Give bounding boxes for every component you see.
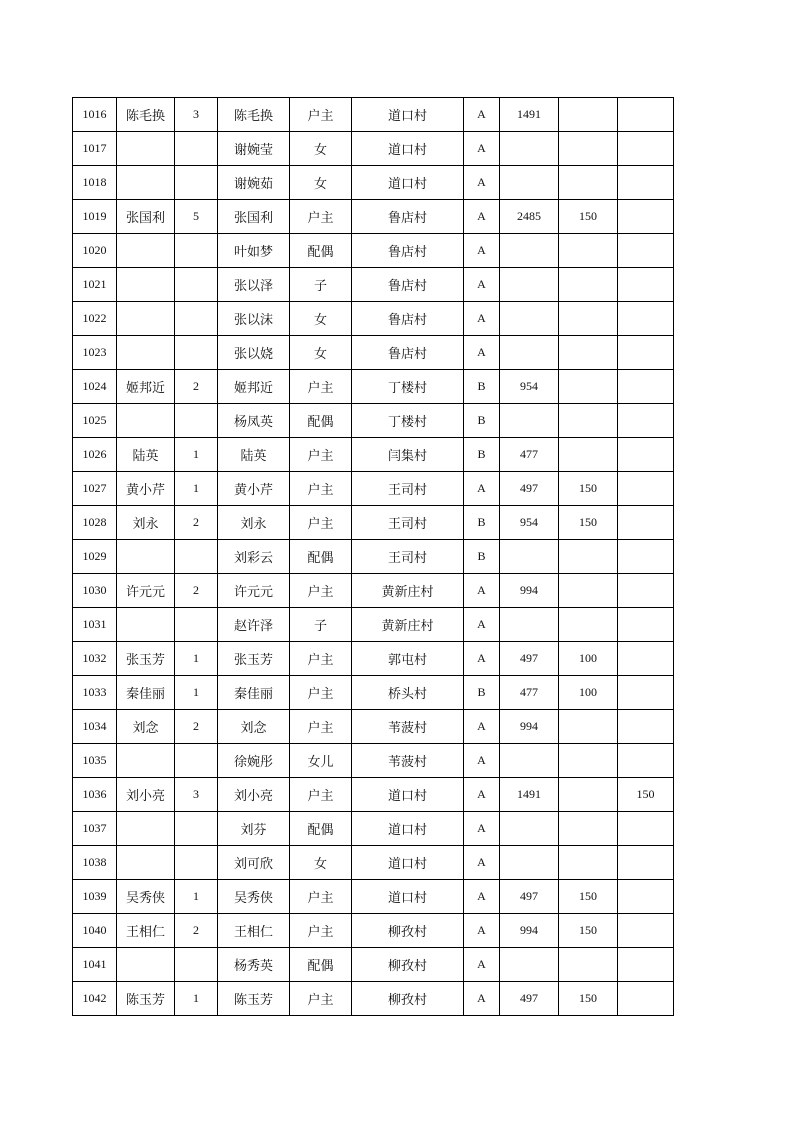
- amount-cell: [500, 268, 559, 302]
- amount-cell: [500, 812, 559, 846]
- subsidy-cell: [559, 132, 618, 166]
- amount-cell: 954: [500, 506, 559, 540]
- category-cell: A: [464, 744, 500, 778]
- household-size-cell: [175, 268, 218, 302]
- table-row: [73, 846, 674, 880]
- table-row: [73, 982, 674, 1016]
- category-cell: A: [464, 812, 500, 846]
- extra-subsidy-cell: [618, 540, 674, 574]
- subsidy-cell: [559, 744, 618, 778]
- extra-subsidy-cell: [618, 472, 674, 506]
- amount-cell: [500, 336, 559, 370]
- extra-subsidy-cell: [618, 234, 674, 268]
- amount-cell: [500, 948, 559, 982]
- village-cell: 道口村: [352, 812, 464, 846]
- member-name-cell: 杨凤英: [218, 404, 290, 438]
- category-cell: B: [464, 676, 500, 710]
- member-name-cell: 赵许泽: [218, 608, 290, 642]
- member-name-cell: 谢婉茹: [218, 166, 290, 200]
- table-row: [73, 540, 674, 574]
- category-cell: A: [464, 132, 500, 166]
- extra-subsidy-cell: [618, 676, 674, 710]
- subsidy-cell: [559, 574, 618, 608]
- serial-cell: 1026: [73, 438, 117, 472]
- table-row: [73, 234, 674, 268]
- category-cell: A: [464, 710, 500, 744]
- household-size-cell: [175, 812, 218, 846]
- subsidy-cell: [559, 166, 618, 200]
- household-head-cell: [117, 302, 175, 336]
- household-head-cell: 刘小亮: [117, 778, 175, 812]
- household-head-cell: [117, 846, 175, 880]
- member-name-cell: 张以泽: [218, 268, 290, 302]
- subsidy-cell: [559, 336, 618, 370]
- serial-cell: 1030: [73, 574, 117, 608]
- member-name-cell: 张以娆: [218, 336, 290, 370]
- subsidy-cell: [559, 948, 618, 982]
- household-size-cell: 3: [175, 778, 218, 812]
- member-name-cell: 刘彩云: [218, 540, 290, 574]
- table-row: [73, 948, 674, 982]
- amount-cell: [500, 846, 559, 880]
- member-name-cell: 许元元: [218, 574, 290, 608]
- table-row: [73, 370, 674, 404]
- category-cell: A: [464, 880, 500, 914]
- relation-cell: 女儿: [290, 744, 352, 778]
- village-cell: 苇菠村: [352, 710, 464, 744]
- relation-cell: 户主: [290, 200, 352, 234]
- household-head-cell: [117, 812, 175, 846]
- village-cell: 郭屯村: [352, 642, 464, 676]
- serial-cell: 1022: [73, 302, 117, 336]
- serial-cell: 1034: [73, 710, 117, 744]
- household-size-cell: 1: [175, 438, 218, 472]
- household-size-cell: 1: [175, 472, 218, 506]
- household-head-cell: 刘念: [117, 710, 175, 744]
- household-size-cell: 2: [175, 506, 218, 540]
- amount-cell: [500, 608, 559, 642]
- extra-subsidy-cell: [618, 166, 674, 200]
- relation-cell: 配偶: [290, 540, 352, 574]
- household-size-cell: [175, 234, 218, 268]
- household-head-cell: 吴秀侠: [117, 880, 175, 914]
- amount-cell: 994: [500, 710, 559, 744]
- village-cell: 闫集村: [352, 438, 464, 472]
- amount-cell: [500, 404, 559, 438]
- category-cell: B: [464, 506, 500, 540]
- category-cell: A: [464, 200, 500, 234]
- household-size-cell: 1: [175, 642, 218, 676]
- village-cell: 柳孜村: [352, 982, 464, 1016]
- member-name-cell: 吴秀侠: [218, 880, 290, 914]
- household-size-cell: 2: [175, 370, 218, 404]
- amount-cell: 2485: [500, 200, 559, 234]
- subsidy-cell: [559, 302, 618, 336]
- relation-cell: 户主: [290, 982, 352, 1016]
- village-cell: 道口村: [352, 778, 464, 812]
- household-size-cell: [175, 404, 218, 438]
- village-cell: 道口村: [352, 166, 464, 200]
- household-size-cell: [175, 540, 218, 574]
- village-cell: 丁楼村: [352, 370, 464, 404]
- amount-cell: [500, 302, 559, 336]
- relation-cell: 户主: [290, 914, 352, 948]
- table-row: [73, 778, 674, 812]
- amount-cell: 1491: [500, 778, 559, 812]
- relation-cell: 女: [290, 336, 352, 370]
- subsidy-cell: [559, 608, 618, 642]
- member-name-cell: 杨秀英: [218, 948, 290, 982]
- household-head-cell: [117, 268, 175, 302]
- relation-cell: 女: [290, 302, 352, 336]
- extra-subsidy-cell: [618, 846, 674, 880]
- subsidy-cell: [559, 778, 618, 812]
- amount-cell: [500, 166, 559, 200]
- relation-cell: 配偶: [290, 234, 352, 268]
- household-size-cell: 2: [175, 574, 218, 608]
- member-name-cell: 黄小芹: [218, 472, 290, 506]
- amount-cell: 954: [500, 370, 559, 404]
- table-row: [73, 642, 674, 676]
- household-head-cell: [117, 166, 175, 200]
- subsidy-cell: 150: [559, 472, 618, 506]
- table-row: [73, 472, 674, 506]
- table-row: [73, 710, 674, 744]
- relation-cell: 户主: [290, 98, 352, 132]
- household-head-cell: [117, 234, 175, 268]
- extra-subsidy-cell: [618, 506, 674, 540]
- extra-subsidy-cell: [618, 642, 674, 676]
- extra-subsidy-cell: [618, 574, 674, 608]
- member-name-cell: 刘永: [218, 506, 290, 540]
- household-head-cell: 姬邦近: [117, 370, 175, 404]
- relation-cell: 女: [290, 166, 352, 200]
- relation-cell: 配偶: [290, 948, 352, 982]
- household-head-cell: 陆英: [117, 438, 175, 472]
- extra-subsidy-cell: [618, 608, 674, 642]
- village-cell: 鲁店村: [352, 302, 464, 336]
- category-cell: B: [464, 438, 500, 472]
- amount-cell: 477: [500, 676, 559, 710]
- relation-cell: 户主: [290, 506, 352, 540]
- table-row: [73, 812, 674, 846]
- village-cell: 桥头村: [352, 676, 464, 710]
- village-cell: 鲁店村: [352, 200, 464, 234]
- subsidy-cell: [559, 438, 618, 472]
- relation-cell: 户主: [290, 642, 352, 676]
- relation-cell: 女: [290, 846, 352, 880]
- subsidy-cell: [559, 710, 618, 744]
- member-name-cell: 谢婉莹: [218, 132, 290, 166]
- subsidy-cell: 100: [559, 642, 618, 676]
- relation-cell: 户主: [290, 370, 352, 404]
- member-name-cell: 徐婉彤: [218, 744, 290, 778]
- serial-cell: 1037: [73, 812, 117, 846]
- household-size-cell: [175, 948, 218, 982]
- household-head-cell: 陈毛换: [117, 98, 175, 132]
- village-cell: 道口村: [352, 132, 464, 166]
- member-name-cell: 叶如梦: [218, 234, 290, 268]
- extra-subsidy-cell: [618, 438, 674, 472]
- village-cell: 柳孜村: [352, 914, 464, 948]
- category-cell: A: [464, 948, 500, 982]
- subsidy-cell: 150: [559, 200, 618, 234]
- household-head-cell: 黄小芹: [117, 472, 175, 506]
- member-name-cell: 陈毛换: [218, 98, 290, 132]
- household-head-cell: 刘永: [117, 506, 175, 540]
- table-row: [73, 336, 674, 370]
- table-row: [73, 880, 674, 914]
- household-size-cell: [175, 166, 218, 200]
- table-row: [73, 166, 674, 200]
- household-head-cell: 张国利: [117, 200, 175, 234]
- table-row: [73, 438, 674, 472]
- subsidy-cell: 150: [559, 914, 618, 948]
- household-size-cell: [175, 608, 218, 642]
- extra-subsidy-cell: [618, 404, 674, 438]
- table-row: [73, 404, 674, 438]
- relation-cell: 户主: [290, 778, 352, 812]
- serial-cell: 1033: [73, 676, 117, 710]
- relation-cell: 户主: [290, 574, 352, 608]
- village-cell: 王司村: [352, 540, 464, 574]
- serial-cell: 1017: [73, 132, 117, 166]
- household-size-cell: 1: [175, 880, 218, 914]
- member-name-cell: 姬邦近: [218, 370, 290, 404]
- relation-cell: 户主: [290, 472, 352, 506]
- subsidy-cell: [559, 370, 618, 404]
- household-head-cell: [117, 744, 175, 778]
- relation-cell: 户主: [290, 438, 352, 472]
- category-cell: A: [464, 608, 500, 642]
- category-cell: B: [464, 370, 500, 404]
- extra-subsidy-cell: [618, 370, 674, 404]
- category-cell: A: [464, 642, 500, 676]
- household-head-cell: 陈玉芳: [117, 982, 175, 1016]
- subsidy-cell: [559, 846, 618, 880]
- relation-cell: 配偶: [290, 812, 352, 846]
- table-row: [73, 98, 674, 132]
- village-cell: 王司村: [352, 472, 464, 506]
- extra-subsidy-cell: [618, 982, 674, 1016]
- roster-table: [72, 97, 674, 1016]
- extra-subsidy-cell: [618, 948, 674, 982]
- category-cell: A: [464, 98, 500, 132]
- household-size-cell: 5: [175, 200, 218, 234]
- household-head-cell: [117, 336, 175, 370]
- subsidy-cell: [559, 98, 618, 132]
- amount-cell: 497: [500, 642, 559, 676]
- serial-cell: 1031: [73, 608, 117, 642]
- village-cell: 苇菠村: [352, 744, 464, 778]
- amount-cell: 477: [500, 438, 559, 472]
- household-head-cell: 秦佳丽: [117, 676, 175, 710]
- subsidy-cell: [559, 268, 618, 302]
- serial-cell: 1024: [73, 370, 117, 404]
- category-cell: A: [464, 302, 500, 336]
- extra-subsidy-cell: [618, 710, 674, 744]
- table-row: [73, 200, 674, 234]
- category-cell: A: [464, 166, 500, 200]
- household-head-cell: [117, 540, 175, 574]
- member-name-cell: 刘可欣: [218, 846, 290, 880]
- village-cell: 王司村: [352, 506, 464, 540]
- serial-cell: 1032: [73, 642, 117, 676]
- amount-cell: 994: [500, 914, 559, 948]
- household-size-cell: [175, 302, 218, 336]
- amount-cell: 497: [500, 880, 559, 914]
- village-cell: 鲁店村: [352, 234, 464, 268]
- extra-subsidy-cell: [618, 132, 674, 166]
- member-name-cell: 张以沫: [218, 302, 290, 336]
- category-cell: A: [464, 234, 500, 268]
- relation-cell: 配偶: [290, 404, 352, 438]
- extra-subsidy-cell: [618, 98, 674, 132]
- serial-cell: 1027: [73, 472, 117, 506]
- extra-subsidy-cell: [618, 302, 674, 336]
- household-size-cell: [175, 132, 218, 166]
- village-cell: 鲁店村: [352, 268, 464, 302]
- category-cell: A: [464, 778, 500, 812]
- relation-cell: 户主: [290, 676, 352, 710]
- category-cell: A: [464, 268, 500, 302]
- subsidy-cell: 150: [559, 880, 618, 914]
- table-row: [73, 132, 674, 166]
- category-cell: B: [464, 404, 500, 438]
- extra-subsidy-cell: [618, 744, 674, 778]
- serial-cell: 1036: [73, 778, 117, 812]
- extra-subsidy-cell: 150: [618, 778, 674, 812]
- household-head-cell: [117, 132, 175, 166]
- amount-cell: [500, 540, 559, 574]
- category-cell: A: [464, 914, 500, 948]
- relation-cell: 户主: [290, 880, 352, 914]
- household-size-cell: 1: [175, 676, 218, 710]
- category-cell: A: [464, 982, 500, 1016]
- household-size-cell: [175, 744, 218, 778]
- member-name-cell: 刘念: [218, 710, 290, 744]
- household-head-cell: [117, 948, 175, 982]
- subsidy-cell: 150: [559, 506, 618, 540]
- member-name-cell: 张国利: [218, 200, 290, 234]
- extra-subsidy-cell: [618, 812, 674, 846]
- village-cell: 黄新庄村: [352, 608, 464, 642]
- table-row: [73, 302, 674, 336]
- serial-cell: 1039: [73, 880, 117, 914]
- member-name-cell: 张玉芳: [218, 642, 290, 676]
- table-row: [73, 914, 674, 948]
- household-head-cell: 王相仁: [117, 914, 175, 948]
- amount-cell: 1491: [500, 98, 559, 132]
- serial-cell: 1042: [73, 982, 117, 1016]
- serial-cell: 1023: [73, 336, 117, 370]
- household-size-cell: 1: [175, 982, 218, 1016]
- village-cell: 道口村: [352, 846, 464, 880]
- extra-subsidy-cell: [618, 268, 674, 302]
- subsidy-cell: [559, 540, 618, 574]
- member-name-cell: 王相仁: [218, 914, 290, 948]
- subsidy-cell: [559, 812, 618, 846]
- category-cell: A: [464, 472, 500, 506]
- serial-cell: 1028: [73, 506, 117, 540]
- serial-cell: 1038: [73, 846, 117, 880]
- member-name-cell: 刘小亮: [218, 778, 290, 812]
- village-cell: 黄新庄村: [352, 574, 464, 608]
- member-name-cell: 刘芬: [218, 812, 290, 846]
- extra-subsidy-cell: [618, 880, 674, 914]
- member-name-cell: 秦佳丽: [218, 676, 290, 710]
- household-size-cell: [175, 846, 218, 880]
- table-row: [73, 574, 674, 608]
- serial-cell: 1020: [73, 234, 117, 268]
- serial-cell: 1035: [73, 744, 117, 778]
- subsidy-cell: 100: [559, 676, 618, 710]
- household-size-cell: [175, 336, 218, 370]
- table-row: [73, 506, 674, 540]
- subsidy-cell: 150: [559, 982, 618, 1016]
- extra-subsidy-cell: [618, 914, 674, 948]
- category-cell: B: [464, 540, 500, 574]
- table-body: [73, 98, 674, 1016]
- relation-cell: 子: [290, 608, 352, 642]
- village-cell: 鲁店村: [352, 336, 464, 370]
- household-size-cell: 2: [175, 914, 218, 948]
- relation-cell: 女: [290, 132, 352, 166]
- serial-cell: 1029: [73, 540, 117, 574]
- subsidy-cell: [559, 404, 618, 438]
- amount-cell: [500, 132, 559, 166]
- category-cell: A: [464, 336, 500, 370]
- table-row: [73, 676, 674, 710]
- relation-cell: 户主: [290, 710, 352, 744]
- member-name-cell: 陈玉芳: [218, 982, 290, 1016]
- household-head-cell: [117, 608, 175, 642]
- extra-subsidy-cell: [618, 200, 674, 234]
- amount-cell: [500, 234, 559, 268]
- serial-cell: 1025: [73, 404, 117, 438]
- serial-cell: 1041: [73, 948, 117, 982]
- amount-cell: 994: [500, 574, 559, 608]
- serial-cell: 1040: [73, 914, 117, 948]
- table-row: [73, 268, 674, 302]
- amount-cell: 497: [500, 982, 559, 1016]
- household-size-cell: 2: [175, 710, 218, 744]
- household-head-cell: 许元元: [117, 574, 175, 608]
- amount-cell: 497: [500, 472, 559, 506]
- subsidy-cell: [559, 234, 618, 268]
- extra-subsidy-cell: [618, 336, 674, 370]
- serial-cell: 1018: [73, 166, 117, 200]
- table-row: [73, 744, 674, 778]
- household-head-cell: 张玉芳: [117, 642, 175, 676]
- serial-cell: 1016: [73, 98, 117, 132]
- serial-cell: 1021: [73, 268, 117, 302]
- serial-cell: 1019: [73, 200, 117, 234]
- village-cell: 丁楼村: [352, 404, 464, 438]
- table-row: [73, 608, 674, 642]
- village-cell: 道口村: [352, 880, 464, 914]
- category-cell: A: [464, 574, 500, 608]
- relation-cell: 子: [290, 268, 352, 302]
- category-cell: A: [464, 846, 500, 880]
- member-name-cell: 陆英: [218, 438, 290, 472]
- village-cell: 柳孜村: [352, 948, 464, 982]
- household-head-cell: [117, 404, 175, 438]
- amount-cell: [500, 744, 559, 778]
- household-size-cell: 3: [175, 98, 218, 132]
- village-cell: 道口村: [352, 98, 464, 132]
